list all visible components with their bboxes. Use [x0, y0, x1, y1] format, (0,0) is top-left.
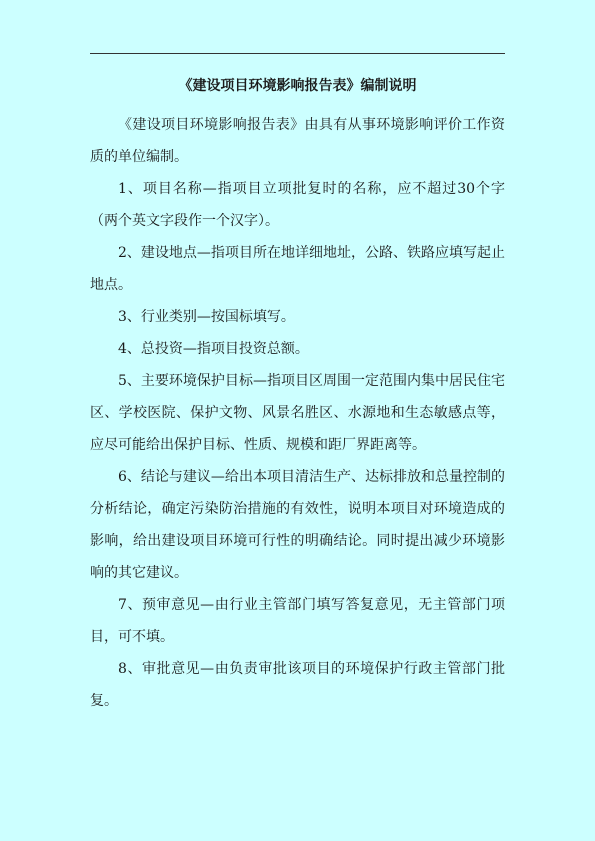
paragraph-investment: 4、总投资—指项目投资总额。 — [118, 341, 309, 357]
paragraph-protection-targets: 5、主要环境保护目标—指项目区周围一定范围内集中居民住宅区、学校医院、保护文物、风景名胜区、水源地和生态敏感点等，应尽可能给出保护目标、性质、规模和距厂界距离等。 — [90, 373, 505, 453]
paragraph-intro: 《建设项目环境影响报告表》由具有从事环境影响评价工作资质的单位编制。 — [90, 117, 505, 165]
paragraph-approval: 8、审批意见—由负责审批该项目的环境保护行政主管部门批复。 — [90, 661, 505, 709]
paragraph-project-name: 1、项目名称—指项目立项批复时的名称，应不超过30个字（两个英文字段作一个汉字）。 — [90, 181, 505, 229]
paragraph-industry: 3、行业类别—按国标填写。 — [118, 309, 295, 325]
paragraph-conclusion: 6、结论与建议—给出本项目清洁生产、达标排放和总量控制的分析结论，确定污染防治措施的有效性，说明本项目对环境造成的影响，给出建设项目环境可行性的明确结论。同时提出减少环境影响的其它建议。 — [90, 469, 505, 581]
document-title: 《建设项目环境影响报告表》编制说明 — [178, 78, 417, 94]
header-rule — [90, 53, 505, 54]
paragraph-location: 2、建设地点—指项目所在地详细地址，公路、铁路应填写起止地点。 — [90, 245, 505, 293]
document-body — [90, 109, 505, 717]
paragraph-pre-review: 7、预审意见—由行业主管部门填写答复意见，无主管部门项目，可不填。 — [90, 597, 505, 645]
